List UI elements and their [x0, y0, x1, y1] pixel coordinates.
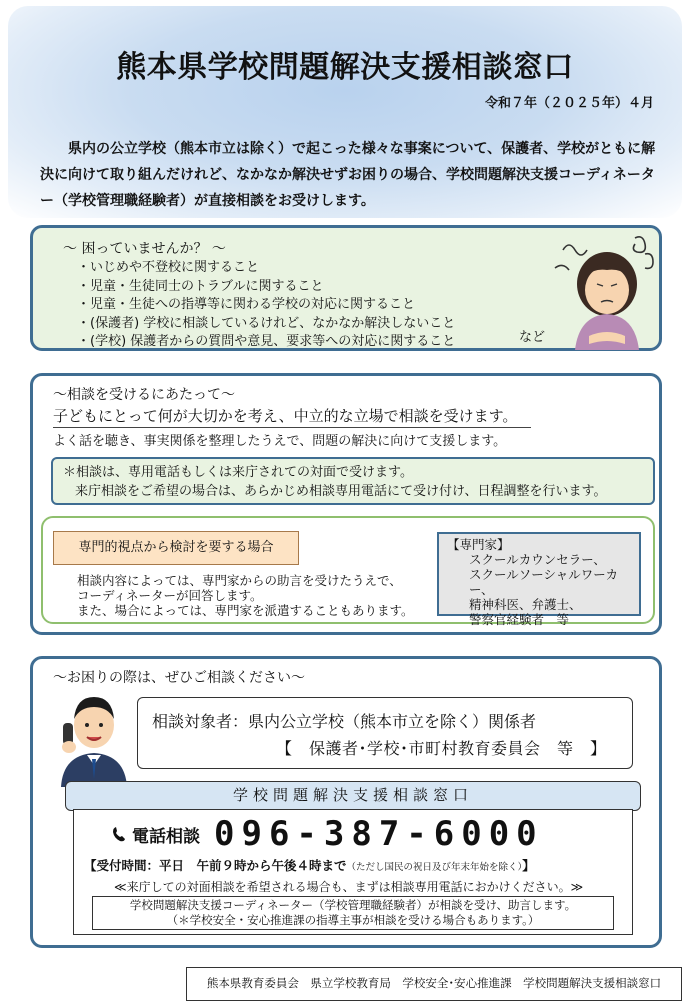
expert-text-line: 相談内容によっては、専門家からの助言を受けたうえで、: [77, 573, 402, 588]
note-line-2: 来庁相談をご希望の場合は、あらかじめ相談専用電話にて受け付け、日程調整を行います。: [75, 484, 607, 499]
target-box: [137, 697, 633, 769]
office-name-bar: 学校問題解決支援相談窓口: [65, 781, 641, 811]
visit-note: ≪来庁しての対面相談を希望される場合も、まずは相談専用電話におかけください。≫: [114, 880, 584, 894]
issue-date: 令和７年（２０２５年）４月: [484, 96, 654, 111]
contact-panel: [30, 656, 662, 948]
phone-icon: [112, 826, 128, 842]
list-item: ・(学校) 保護者からの質問や意見、要求等への対応に関すること: [77, 334, 456, 349]
phone-label: 電話相談: [132, 826, 200, 847]
etc-label: など: [519, 330, 546, 345]
list-item: ・(保護者) 学校に相談しているけれど、なかなか解決しないこと: [77, 315, 456, 331]
coordinator-note: [92, 896, 614, 930]
list-item: スクールカウンセラー、: [469, 552, 606, 567]
list-item: ・児童・生徒同士のトラブルに関すること: [77, 278, 324, 294]
expert-list: [447, 552, 639, 627]
contact-heading: ～お困りの際は、ぜひご相談ください～: [53, 670, 305, 686]
expert-label: 専門的視点から検討を要する場合: [53, 531, 299, 565]
hours-note: （ただし国民の祝日及び年末年始を除く）: [346, 862, 523, 873]
expert-panel: [41, 516, 655, 627]
phone-box: [73, 809, 633, 935]
list-item: スクールソーシャルワーカー、: [469, 567, 619, 597]
consultation-heading: ～相談を受けるにあたって～: [53, 387, 235, 403]
reception-hours: [84, 856, 535, 874]
list-item: 精神科医、弁護士、: [469, 597, 582, 612]
troubles-heading: ～ 困っていませんか？ ～: [63, 241, 226, 257]
note-line-1: ＊相談は、専用電話もしくは来庁されての対面で受けます。: [63, 465, 413, 480]
hours-end: 】: [522, 858, 535, 873]
hours-main: 【受付時間：平日 午前９時から午後４時まで: [84, 858, 347, 873]
coordinator-line-1: 学校問題解決支援コーディネーター（学校管理職経験者）が相談を受け、助言します。: [129, 898, 577, 912]
expert-list-title: 【専門家】: [447, 537, 510, 552]
consultation-lead-2: よく話を聴き、事実関係を整理したうえで、問題の解決に向けて支援します。: [53, 434, 507, 449]
intro-paragraph: 県内の公立学校（熊本市立は除く）で起こった様々な事案について、保護者、学校がともに解決に向けて取り組んだけれど、なかなか解決せずお困りの場合、学校問題解決支援コーディネーター（学校管理職経験者）が直接相談をお受けします。: [40, 141, 656, 209]
worried-woman-illustration: [541, 228, 665, 350]
coordinator-line-2: （＊学校安全・安心推進課の指導主事が相談を受ける場合もあります。）: [166, 913, 540, 927]
list-item: ・児童・生徒への指導等に関わる学校の対応に関すること: [77, 297, 416, 312]
consultation-note: [51, 457, 655, 505]
target-line-1: 相談対象者：県内公立学校（熊本市立を除く）関係者: [152, 712, 537, 731]
expert-text: [77, 573, 414, 618]
expert-text-line: また、場合によっては、専門家を派遣することもあります。: [77, 603, 414, 618]
consultation-panel: [30, 373, 662, 635]
troubles-list: [77, 259, 455, 352]
phone-number[interactable]: 096-387-6000: [214, 814, 544, 854]
list-item: 警察官経験者 等: [469, 612, 570, 627]
page-title: 熊本県学校問題解決支援相談窓口: [116, 50, 574, 85]
list-item: ・いじめや不登校に関すること: [77, 260, 260, 275]
phone-line: [112, 814, 544, 854]
man-on-phone-illustration: [55, 689, 133, 787]
consultation-lead: 子どもにとって何が大切かを考え、中立的な立場で相談を受けます。: [53, 406, 531, 428]
expert-text-line: コーディネーターが回答します。: [77, 588, 263, 603]
footer-organization: 熊本県教育委員会 県立学校教育局 学校安全･安心推進課 学校問題解決支援相談窓口: [186, 967, 682, 1001]
troubles-panel: [30, 225, 662, 351]
expert-list-box: [437, 532, 641, 627]
target-line-2: 【 保護者･学校･市町村教育委員会 等 】: [276, 739, 607, 758]
